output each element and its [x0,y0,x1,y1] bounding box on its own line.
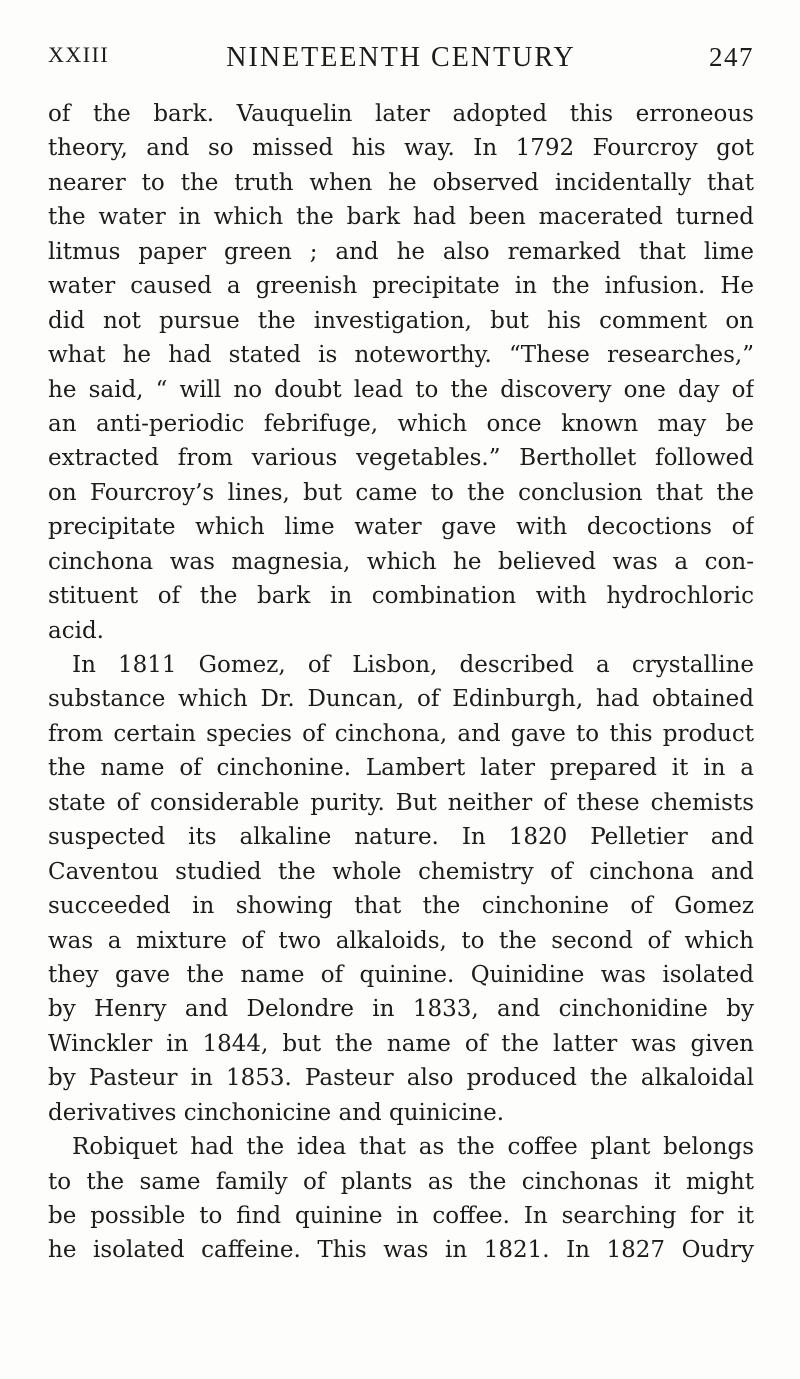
text-line: on Fourcroy’s lines, but came to the conclusion that the [48,479,754,506]
text-line: theory, and so missed his way. In 1792 Fourcroy got [48,135,754,162]
page-number: 247 [709,42,754,72]
chapter-number: XXIII [48,42,110,67]
text-line: to the same family of plants as the cinchonas it might [48,1168,754,1195]
text-line: extracted from various vegetables.” Berthollet followed [48,445,754,472]
text-line: he isolated caffeine. This was in 1821. In 1827 Oudry [48,1237,754,1264]
body-text [48,97,754,1268]
text-line: precipitate which lime water gave with decoctions of [48,514,754,541]
running-head [48,42,754,78]
text-line: what he had stated is noteworthy. “These researches,” [48,342,754,369]
text-line: they gave the name of quinine. Quinidine was isolated [48,961,754,988]
text-line: nearer to the truth when he observed incidentally that [48,169,754,196]
text-line: stituent of the bark in combination with hydrochloric [48,583,754,610]
text-line: state of considerable purity. But neither of these chemists [48,789,754,816]
text-line: succeeded in showing that the cinchonine of Gomez [48,893,754,920]
text-line: the water in which the bark had been macerated turned [48,204,754,231]
text-line: Robiquet had the idea that as the coffee plant belongs [72,1134,754,1161]
text-line: did not pursue the investigation, but his comment on [48,307,754,334]
text-line: substance which Dr. Duncan, of Edinburgh, had obtained [48,686,754,713]
text-line: Caventou studied the whole chemistry of cinchona and [48,858,754,885]
text-line: was a mixture of two alkaloids, to the second of which [48,927,754,954]
text-line: cinchona was magnesia, which he believed was a con- [48,548,754,575]
text-line: be possible to find quinine in coffee. In searching for it [48,1203,754,1229]
text-line: the name of cinchonine. Lambert later prepared it in a [48,755,754,782]
text-line: water caused a greenish precipitate in the infusion. He [48,273,754,300]
running-title: NINETEENTH CENTURY [226,42,576,73]
text-line: derivatives cinchonicine and quinicine. [48,1099,505,1126]
text-line: suspected its alkaline nature. In 1820 Pelletier and [48,824,754,851]
text-line: litmus paper green ; and he also remarked that lime [48,238,754,265]
text-line: In 1811 Gomez, of Lisbon, described a crystalline [72,652,754,678]
text-line: from certain species of cinchona, and gave to this product [48,720,754,747]
text-line: Winckler in 1844, but the name of the latter was given [48,1030,754,1057]
text-line: of the bark. Vauquelin later adopted this erroneous [48,101,754,127]
text-line: acid. [48,617,104,644]
text-line: by Henry and Delondre in 1833, and cinchonidine by [48,996,754,1023]
text-line: he said, “ will no doubt lead to the discovery one day of [48,376,754,403]
text-line: by Pasteur in 1853. Pasteur also produced the alkaloidal [48,1065,754,1092]
text-line: an anti-periodic febrifuge, which once known may be [48,410,754,437]
